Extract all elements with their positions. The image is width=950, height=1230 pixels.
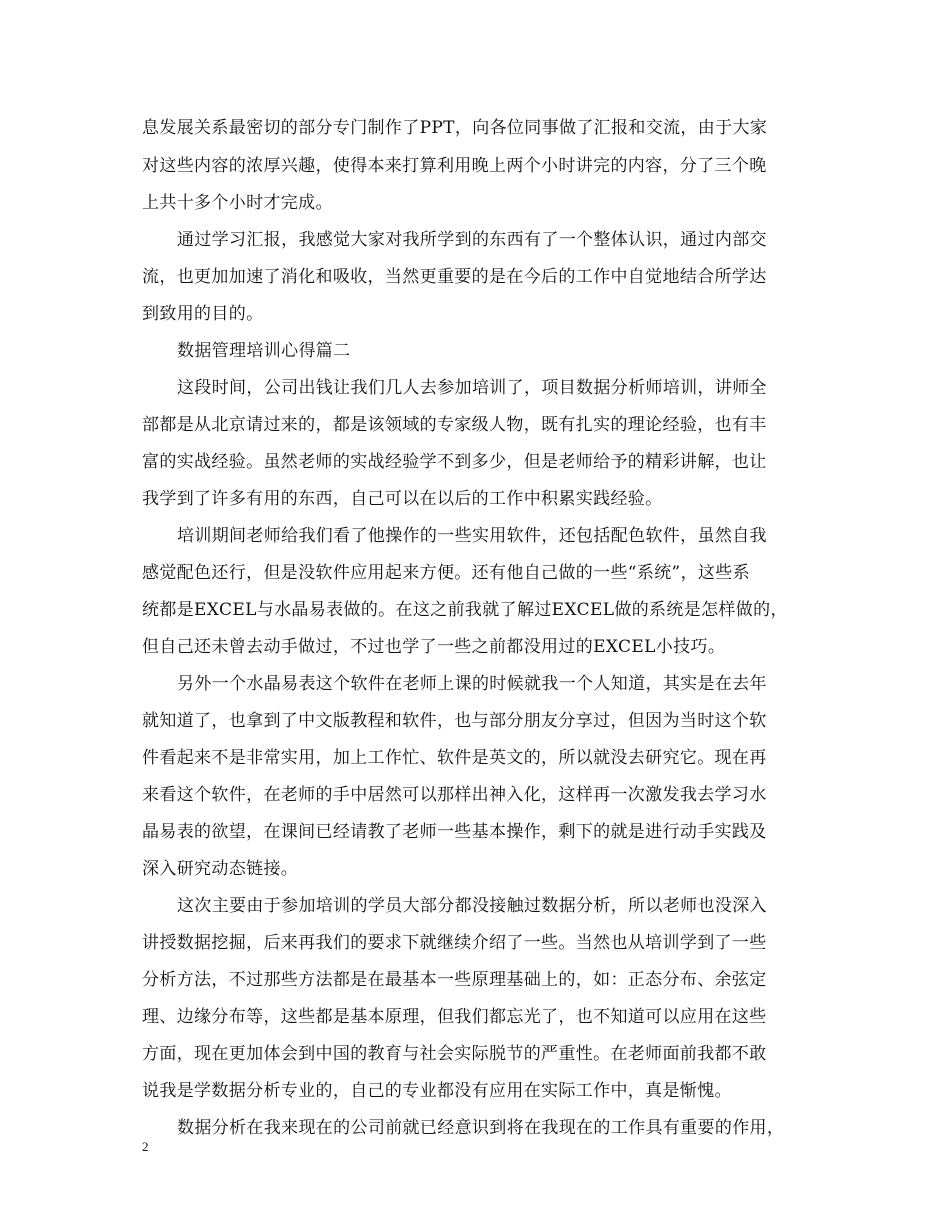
text-line: 富的实战经验。虽然老师的实战经验学不到多少，但是老师给予的精彩讲解，也让: [142, 452, 767, 472]
text-line: 上共十多个小时才完成。: [142, 193, 333, 213]
text-line: 对这些内容的浓厚兴趣，使得本来打算利用晚上两个小时讲完的内容，分了三个晚: [142, 156, 767, 176]
paragraph-first-line: 培训期间老师给我们看了他操作的一些实用软件，还包括配色软件，虽然自我: [177, 526, 767, 546]
text-line: 到致用的目的。: [142, 304, 264, 324]
text-line: 来看这个软件，在老师的手中居然可以那样出神入化，这样再一次激发我去学习水: [142, 785, 767, 805]
text-line: 就知道了，也拿到了中文版教程和软件，也与部分朋友分享过，但因为当时这个软: [142, 711, 767, 731]
text-line: 我学到了许多有用的东西，自己可以在以后的工作中积累实践经验。: [142, 489, 663, 509]
text-line: 深入研究动态链接。: [142, 859, 299, 879]
text-line: 晶易表的欲望，在课间已经请教了老师一些基本操作，剩下的就是进行动手实践及: [142, 822, 767, 842]
paragraph-first-line: 这次主要由于参加培训的学员大部分都没接触过数据分析，所以老师也没深入: [177, 896, 767, 916]
text-line: 感觉配色还行，但是没软件应用起来方便。还有他自己做的一些“系统”，这些系: [142, 563, 750, 583]
paragraph-first-line: 另外一个水晶易表这个软件在老师上课的时候就我一个人知道，其实是在去年: [177, 674, 767, 694]
paragraph-first-line: 数据分析在我来现在的公司前就已经意识到将在我现在的工作具有重要的作用，: [177, 1118, 785, 1138]
text-line: 分析方法，不过那些方法都是在最基本一些原理基础上的，如：正态分布、余弦定: [142, 970, 767, 990]
text-line: 说我是学数据分析专业的，自己的专业都没有应用在实际工作中，真是惭愧。: [142, 1081, 732, 1101]
text-line: 件看起来不是非常实用，加上工作忙、软件是英文的，所以就没去研究它。现在再: [142, 748, 767, 768]
text-line: 息发展关系最密切的部分专门制作了PPT，向各位同事做了汇报和交流，由于大家: [142, 118, 768, 138]
text-line: 统都是EXCEL与水晶易表做的。在这之前我就了解过EXCEL做的系统是怎样做的，: [142, 600, 788, 620]
text-line: 但自己还未曾去动手做过，不过也学了一些之前都没用过的EXCEL小技巧。: [142, 637, 726, 657]
section-heading: 数据管理培训心得篇二: [177, 341, 351, 361]
text-line: 方面，现在更加体会到中国的教育与社会实际脱节的严重性。在老师面前我都不敢: [142, 1044, 767, 1064]
text-line: 讲授数据挖掘，后来再我们的要求下就继续介绍了一些。当然也从培训学到了一些: [142, 933, 767, 953]
text-line: 流，也更加加速了消化和吸收，当然更重要的是在今后的工作中自觉地结合所学达: [142, 267, 767, 287]
paragraph-first-line: 这段时间，公司出钱让我们几人去参加培训了，项目数据分析师培训，讲师全: [177, 378, 767, 398]
text-line: 理、边缘分布等，这些都是基本原理，但我们都忘光了，也不知道可以应用在这些: [142, 1007, 767, 1027]
paragraph-first-line: 通过学习汇报，我感觉大家对我所学到的东西有了一个整体认识，通过内部交: [177, 230, 767, 250]
text-line: 部都是从北京请过来的，都是该领域的专家级人物，既有扎实的理论经验，也有丰: [142, 415, 767, 435]
page-number: 2: [142, 1139, 149, 1154]
